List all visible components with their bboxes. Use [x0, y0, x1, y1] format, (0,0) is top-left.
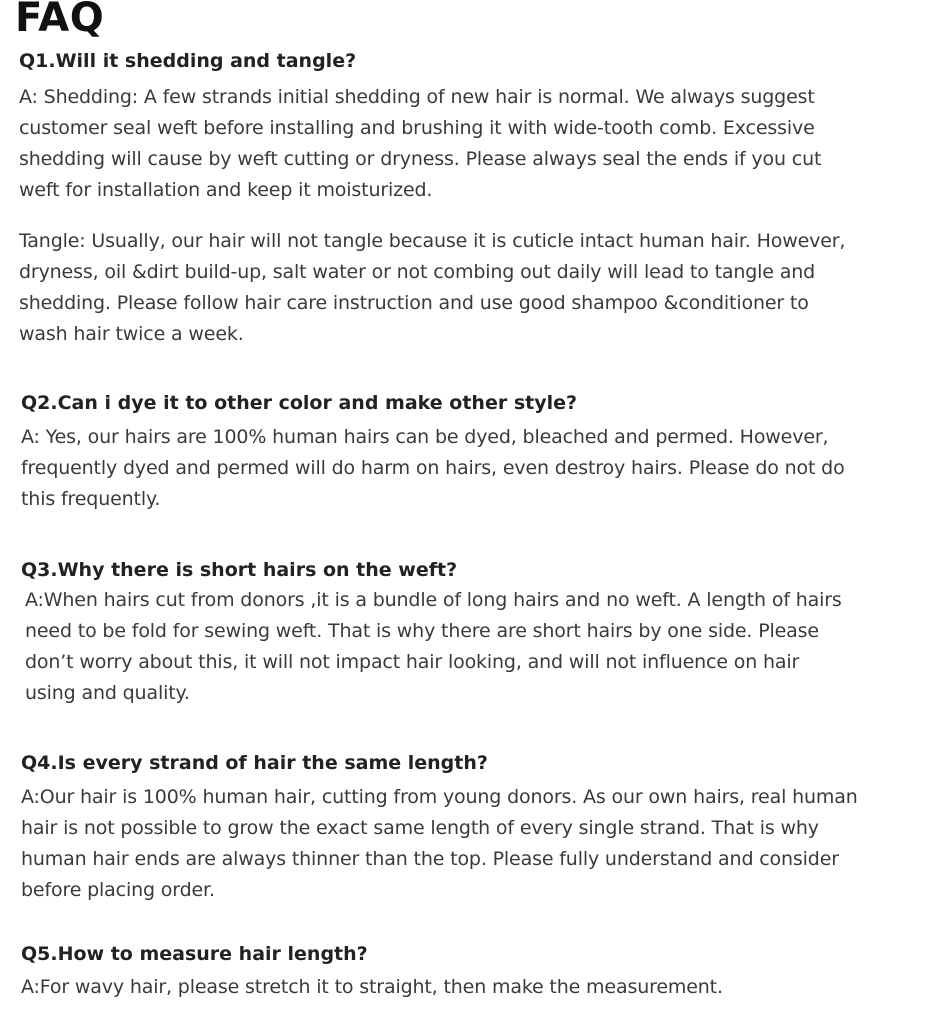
answer-line: Tangle: Usually, our hair will not tangle because it is cuticle intact human hair. However, [19, 230, 846, 252]
answer-line: need to be fold for sewing weft. That is why there are short hairs by one side. Please [25, 620, 819, 642]
faq-answer-3 [25, 585, 925, 709]
answer-line: A:For wavy hair, please stretch it to straight, then make the measurement. [21, 976, 723, 998]
faq-question-5: Q5.How to measure hair length? [21, 943, 368, 965]
answer-line: human hair ends are always thinner than the top. Please fully understand and consider [21, 848, 839, 870]
answer-line: using and quality. [25, 682, 190, 704]
answer-line: A:When hairs cut from donors ,it is a bundle of long hairs and no weft. A length of hairs [25, 589, 842, 611]
answer-line: A:Our hair is 100% human hair, cutting from young donors. As our own hairs, real human [21, 786, 858, 808]
answer-line: wash hair twice a week. [19, 323, 244, 345]
answer-line: weft for installation and keep it moisturized. [19, 179, 433, 201]
answer-line: this frequently. [21, 488, 161, 510]
faq-answer-1-tangle [19, 226, 919, 350]
page-title: FAQ [15, 0, 105, 41]
faq-answer-2 [21, 422, 921, 515]
answer-line: customer seal weft before installing and brushing it with wide-tooth comb. Excessive [19, 117, 815, 139]
answer-line: shedding will cause by weft cutting or dryness. Please always seal the ends if you cut [19, 148, 822, 170]
answer-line: before placing order. [21, 879, 215, 901]
faq-question-4: Q4.Is every strand of hair the same length? [21, 752, 488, 774]
faq-answer-4 [21, 782, 921, 906]
faq-question-3: Q3.Why there is short hairs on the weft? [21, 559, 458, 581]
answer-line: A: Shedding: A few strands initial shedding of new hair is normal. We always suggest [19, 86, 815, 108]
faq-answer-1-shedding [19, 82, 919, 206]
answer-line: frequently dyed and permed will do harm on hairs, even destroy hairs. Please do not do [21, 457, 845, 479]
faq-question-1: Q1.Will it shedding and tangle? [19, 50, 357, 72]
answer-line: hair is not possible to grow the exact same length of every single strand. That is why [21, 817, 819, 839]
faq-question-2: Q2.Can i dye it to other color and make other style? [21, 392, 578, 414]
answer-line: dryness, oil &dirt build-up, salt water or not combing out daily will lead to tangle and [19, 261, 816, 283]
answer-line: A: Yes, our hairs are 100% human hairs can be dyed, bleached and permed. However, [21, 426, 829, 448]
faq-answer-5 [21, 972, 921, 1003]
answer-line: shedding. Please follow hair care instruction and use good shampoo &conditioner to [19, 292, 809, 314]
answer-line: don’t worry about this, it will not impact hair looking, and will not influence on hair [25, 651, 800, 673]
